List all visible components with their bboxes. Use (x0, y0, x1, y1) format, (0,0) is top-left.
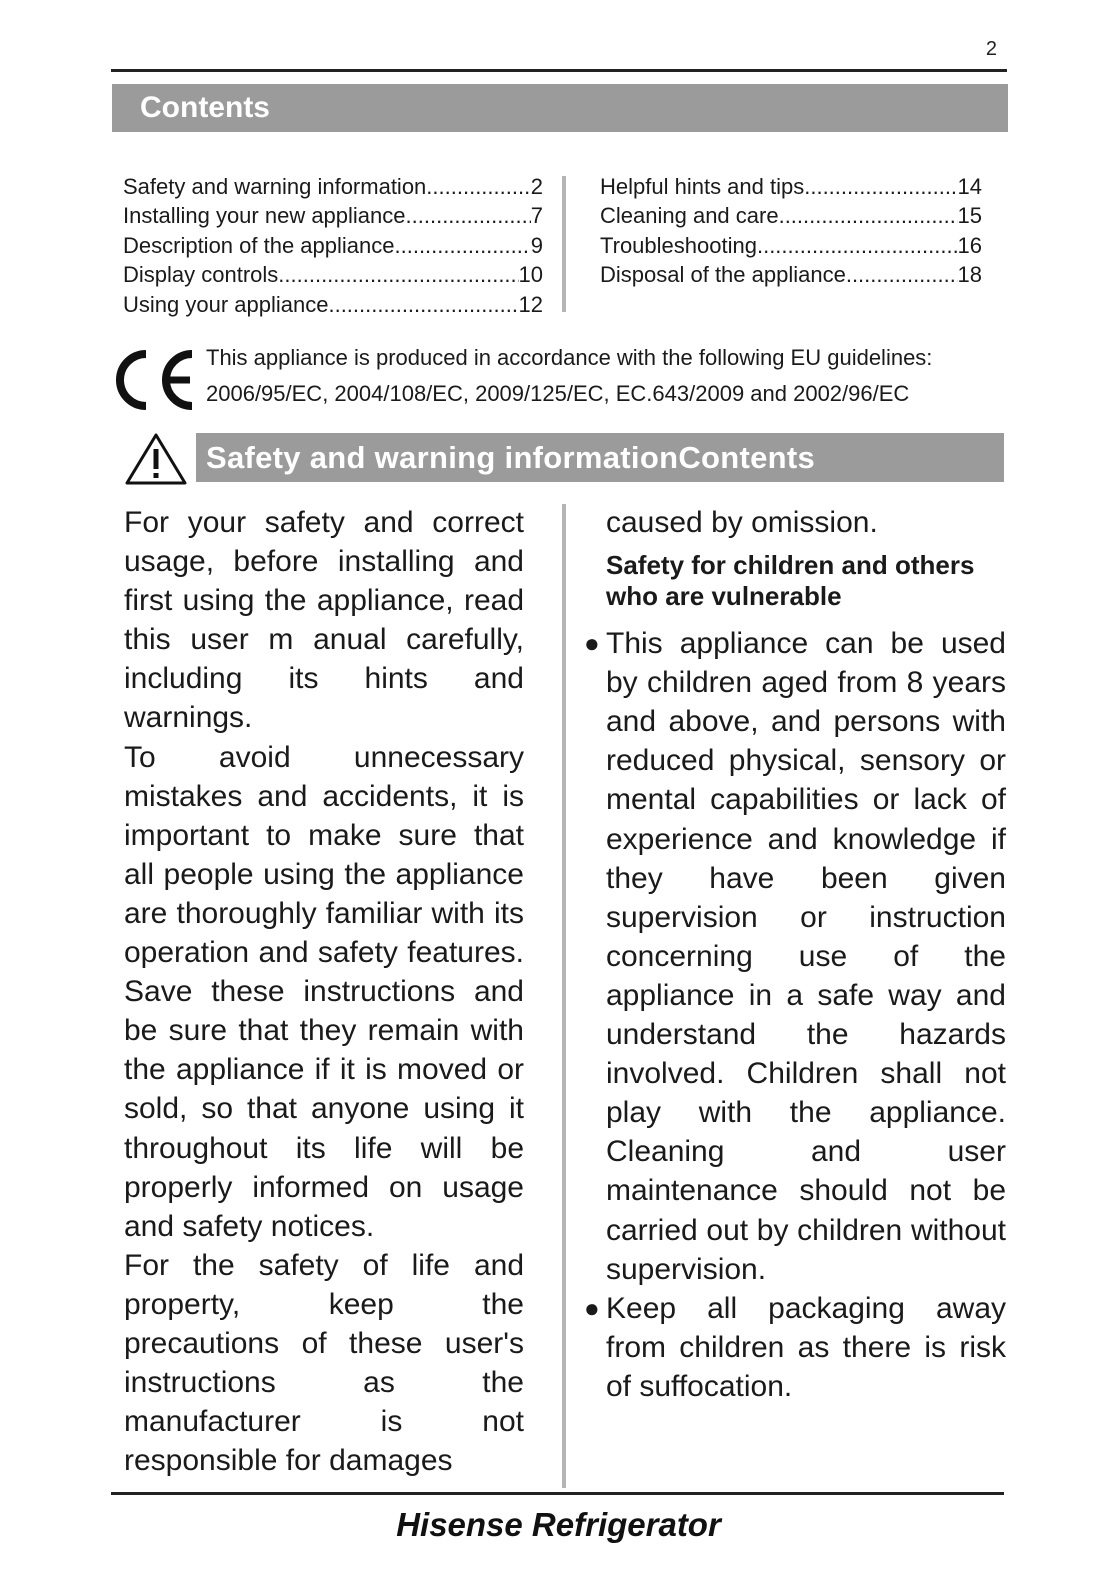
toc-entry[interactable] (123, 260, 543, 289)
toc-entry-title: Cleaning and care (600, 203, 779, 229)
right-body-column (584, 503, 1006, 1406)
toc-entry-page: 14 (957, 174, 982, 199)
toc-entry[interactable] (600, 172, 982, 201)
toc-entry-page: 10 (518, 262, 543, 288)
bullet-icon: ● (584, 1292, 600, 1323)
toc-entry[interactable] (123, 231, 543, 260)
footer-rule (111, 1492, 1004, 1495)
bullet-text: Keep all packaging away from children as there is risk of suffocation. (606, 1291, 1006, 1403)
toc-entry-title: Description of the appliance (123, 232, 395, 258)
bullet-icon: ● (584, 628, 600, 659)
toc-leader-dots (846, 260, 958, 289)
ce-notice-line1: This appliance is produced in accordance with the following EU guidelines: (206, 345, 933, 370)
body-column-divider (562, 504, 566, 1488)
contents-heading-band (112, 84, 1008, 132)
bullet-item-packaging (584, 1289, 1006, 1406)
toc-entry-page: 15 (957, 203, 982, 229)
toc-entry-title: Safety and warning information (123, 174, 427, 199)
avoid-mistakes-paragraph: To avoid unnecessary mistakes and accidents, it is important to make sure that all people using the appliance are thoroughly familiar with its operation and safety features. Save these instructions and be sure that they remain with the appliance if it is moved or sold, so that anyone using it throughout its life will be properly informed on usage and safety notices. (124, 740, 524, 1243)
toc-entry-page: 18 (957, 262, 982, 288)
ce-notice (206, 340, 932, 412)
toc-entry-page: 7 (530, 203, 543, 229)
bullet-text: This appliance can be used by children aged from 8 years and above, and persons with reduced physical, sensory or mental capabilities or lack of experience and knowledge if they have been given supervision or instruction concerning use of the appliance in a safe way and understand the hazards involved. Children shall not play with the appliance. Cleaning and user maintenance should not be carried out by children without supervision. (606, 627, 1006, 1286)
toc-leader-dots (779, 201, 958, 230)
toc-entry-title: Installing your new appliance (123, 203, 406, 229)
toc-entry-page: 16 (957, 232, 982, 258)
toc-leader-dots (804, 172, 957, 201)
toc-leader-dots (278, 260, 518, 289)
toc-entry[interactable] (600, 260, 982, 289)
contents-heading: Contents (140, 91, 270, 124)
header-rule (111, 69, 1007, 72)
toc-entry-page: 2 (530, 174, 543, 199)
toc-leader-dots (757, 231, 958, 260)
intro-paragraph: For your safety and correct usage, before installing and first using the appliance, read this user m anual carefully, including its hints and warnings. (124, 506, 524, 735)
ce-mark-icon (110, 344, 200, 414)
page-number: 2 (985, 38, 997, 60)
children-safety-subheading: Safety for children and others who are vulnerable (606, 550, 975, 612)
toc-leader-dots (426, 172, 530, 201)
toc-leader-dots (395, 231, 531, 260)
ce-notice-line2: 2006/95/EC, 2004/108/EC, 2009/125/EC, EC.643/2009 and 2002/96/EC (206, 381, 910, 406)
toc-entry-title: Display controls (123, 262, 279, 288)
toc-entry-title: Troubleshooting (600, 232, 757, 258)
safety-heading-band (196, 433, 1004, 482)
footer-brand: Hisense Refrigerator (396, 1506, 721, 1543)
toc-entry-page: 9 (530, 232, 543, 258)
toc-entry-page: 12 (518, 291, 543, 317)
toc-entry[interactable] (600, 201, 982, 230)
continuation-text: caused by omission. (606, 506, 878, 539)
bullet-item-children (584, 624, 1006, 1289)
toc-entry[interactable] (123, 290, 543, 319)
toc-leader-dots (328, 290, 518, 319)
left-body-column (124, 503, 524, 1480)
warning-triangle-icon (124, 432, 188, 486)
toc-left-column (123, 172, 543, 319)
precautions-paragraph: For the safety of life and property, keep the precautions of these user's instructions as the manufacturer is not responsible for damages (124, 1248, 524, 1478)
toc-entry-title: Disposal of the appliance (600, 262, 846, 288)
toc-leader-dots (406, 201, 531, 230)
toc-entry-title: Using your appliance (123, 291, 329, 317)
toc-right-column (600, 172, 982, 290)
toc-entry-title: Helpful hints and tips (600, 174, 805, 199)
toc-entry[interactable] (600, 231, 982, 260)
toc-entry[interactable] (123, 172, 543, 201)
safety-heading: Safety and warning informationContents (206, 439, 816, 475)
toc-entry[interactable] (123, 201, 543, 230)
toc-divider (562, 176, 566, 312)
